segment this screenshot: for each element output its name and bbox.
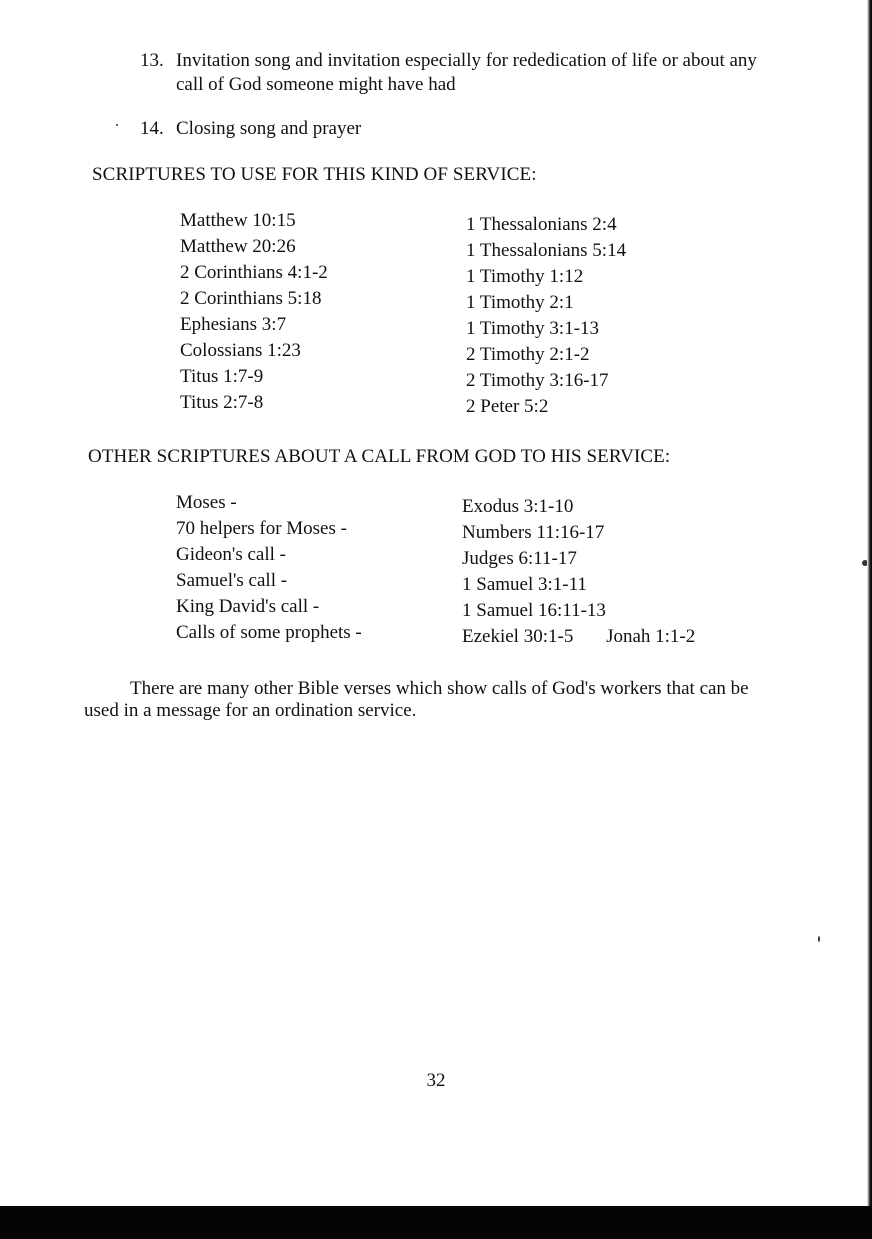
closing-paragraph — [84, 678, 824, 722]
scripture-ref: 2 Timothy 3:16-17 — [466, 370, 609, 391]
scripture-ref: Matthew 10:15 — [180, 210, 296, 231]
section-heading-scriptures: SCRIPTURES TO USE FOR THIS KIND OF SERVICE: — [92, 164, 537, 185]
list-item-text: Invitation song and invitation especially for rededication of life or about any — [176, 50, 757, 71]
scan-speck — [116, 124, 118, 126]
call-ref: Exodus 3:1-10 — [462, 496, 574, 517]
scripture-ref: 2 Peter 5:2 — [466, 396, 549, 417]
section-heading-other-scriptures: OTHER SCRIPTURES ABOUT A CALL FROM GOD TO HIS SERVICE: — [88, 446, 671, 467]
scripture-ref: 1 Timothy 2:1 — [466, 292, 574, 313]
paragraph-line: There are many other Bible verses which show calls of God's workers that can be — [130, 678, 749, 699]
scripture-list-left — [180, 208, 328, 416]
list-item-number: 14. — [140, 118, 164, 139]
scan-right-edge — [867, 0, 872, 1239]
scripture-ref: 2 Corinthians 5:18 — [180, 288, 322, 309]
scripture-ref: 2 Corinthians 4:1-2 — [180, 262, 328, 283]
call-label: Samuel's call - — [176, 570, 288, 591]
list-item-number: 13. — [140, 50, 164, 71]
call-ref: 1 Samuel 16:11-13 — [462, 600, 606, 621]
scripture-ref: Colossians 1:23 — [180, 340, 301, 361]
call-ref-secondary: Jonah 1:1-2 — [606, 626, 696, 647]
scripture-ref: 1 Timothy 3:1-13 — [466, 318, 600, 339]
call-label: King David's call - — [176, 596, 320, 617]
call-ref: 1 Samuel 3:1-11 — [462, 574, 587, 595]
scan-bottom-band — [0, 1206, 872, 1239]
page-number: 32 — [426, 1070, 446, 1091]
scripture-ref: Matthew 20:26 — [180, 236, 296, 257]
scripture-list-right — [466, 212, 626, 420]
scripture-ref: Titus 2:7-8 — [180, 392, 264, 413]
call-ref: Ezekiel 30:1-5 — [462, 626, 574, 647]
scripture-ref: 1 Thessalonians 2:4 — [466, 214, 617, 235]
paragraph-line: used in a message for an ordination service. — [84, 700, 417, 721]
call-label: Gideon's call - — [176, 544, 287, 565]
scripture-ref: Titus 1:7-9 — [180, 366, 264, 387]
scripture-ref: Ephesians 3:7 — [180, 314, 287, 335]
call-label: Moses - — [176, 492, 237, 513]
list-item-text: Closing song and prayer — [176, 118, 362, 139]
call-refs-column — [462, 494, 695, 650]
list-item-text-continued: call of God someone might have had — [176, 74, 456, 95]
call-label: Calls of some prophets - — [176, 622, 362, 643]
call-ref: Numbers 11:16-17 — [462, 522, 605, 543]
list-item-13 — [140, 50, 830, 96]
scripture-ref: 1 Thessalonians 5:14 — [466, 240, 627, 261]
list-item-14 — [140, 118, 740, 142]
call-label: 70 helpers for Moses - — [176, 518, 347, 539]
scripture-ref: 1 Timothy 1:12 — [466, 266, 584, 287]
scan-speck — [818, 936, 820, 942]
scripture-ref: 2 Timothy 2:1-2 — [466, 344, 590, 365]
call-ref: Judges 6:11-17 — [462, 548, 577, 569]
call-labels-column — [176, 490, 362, 646]
